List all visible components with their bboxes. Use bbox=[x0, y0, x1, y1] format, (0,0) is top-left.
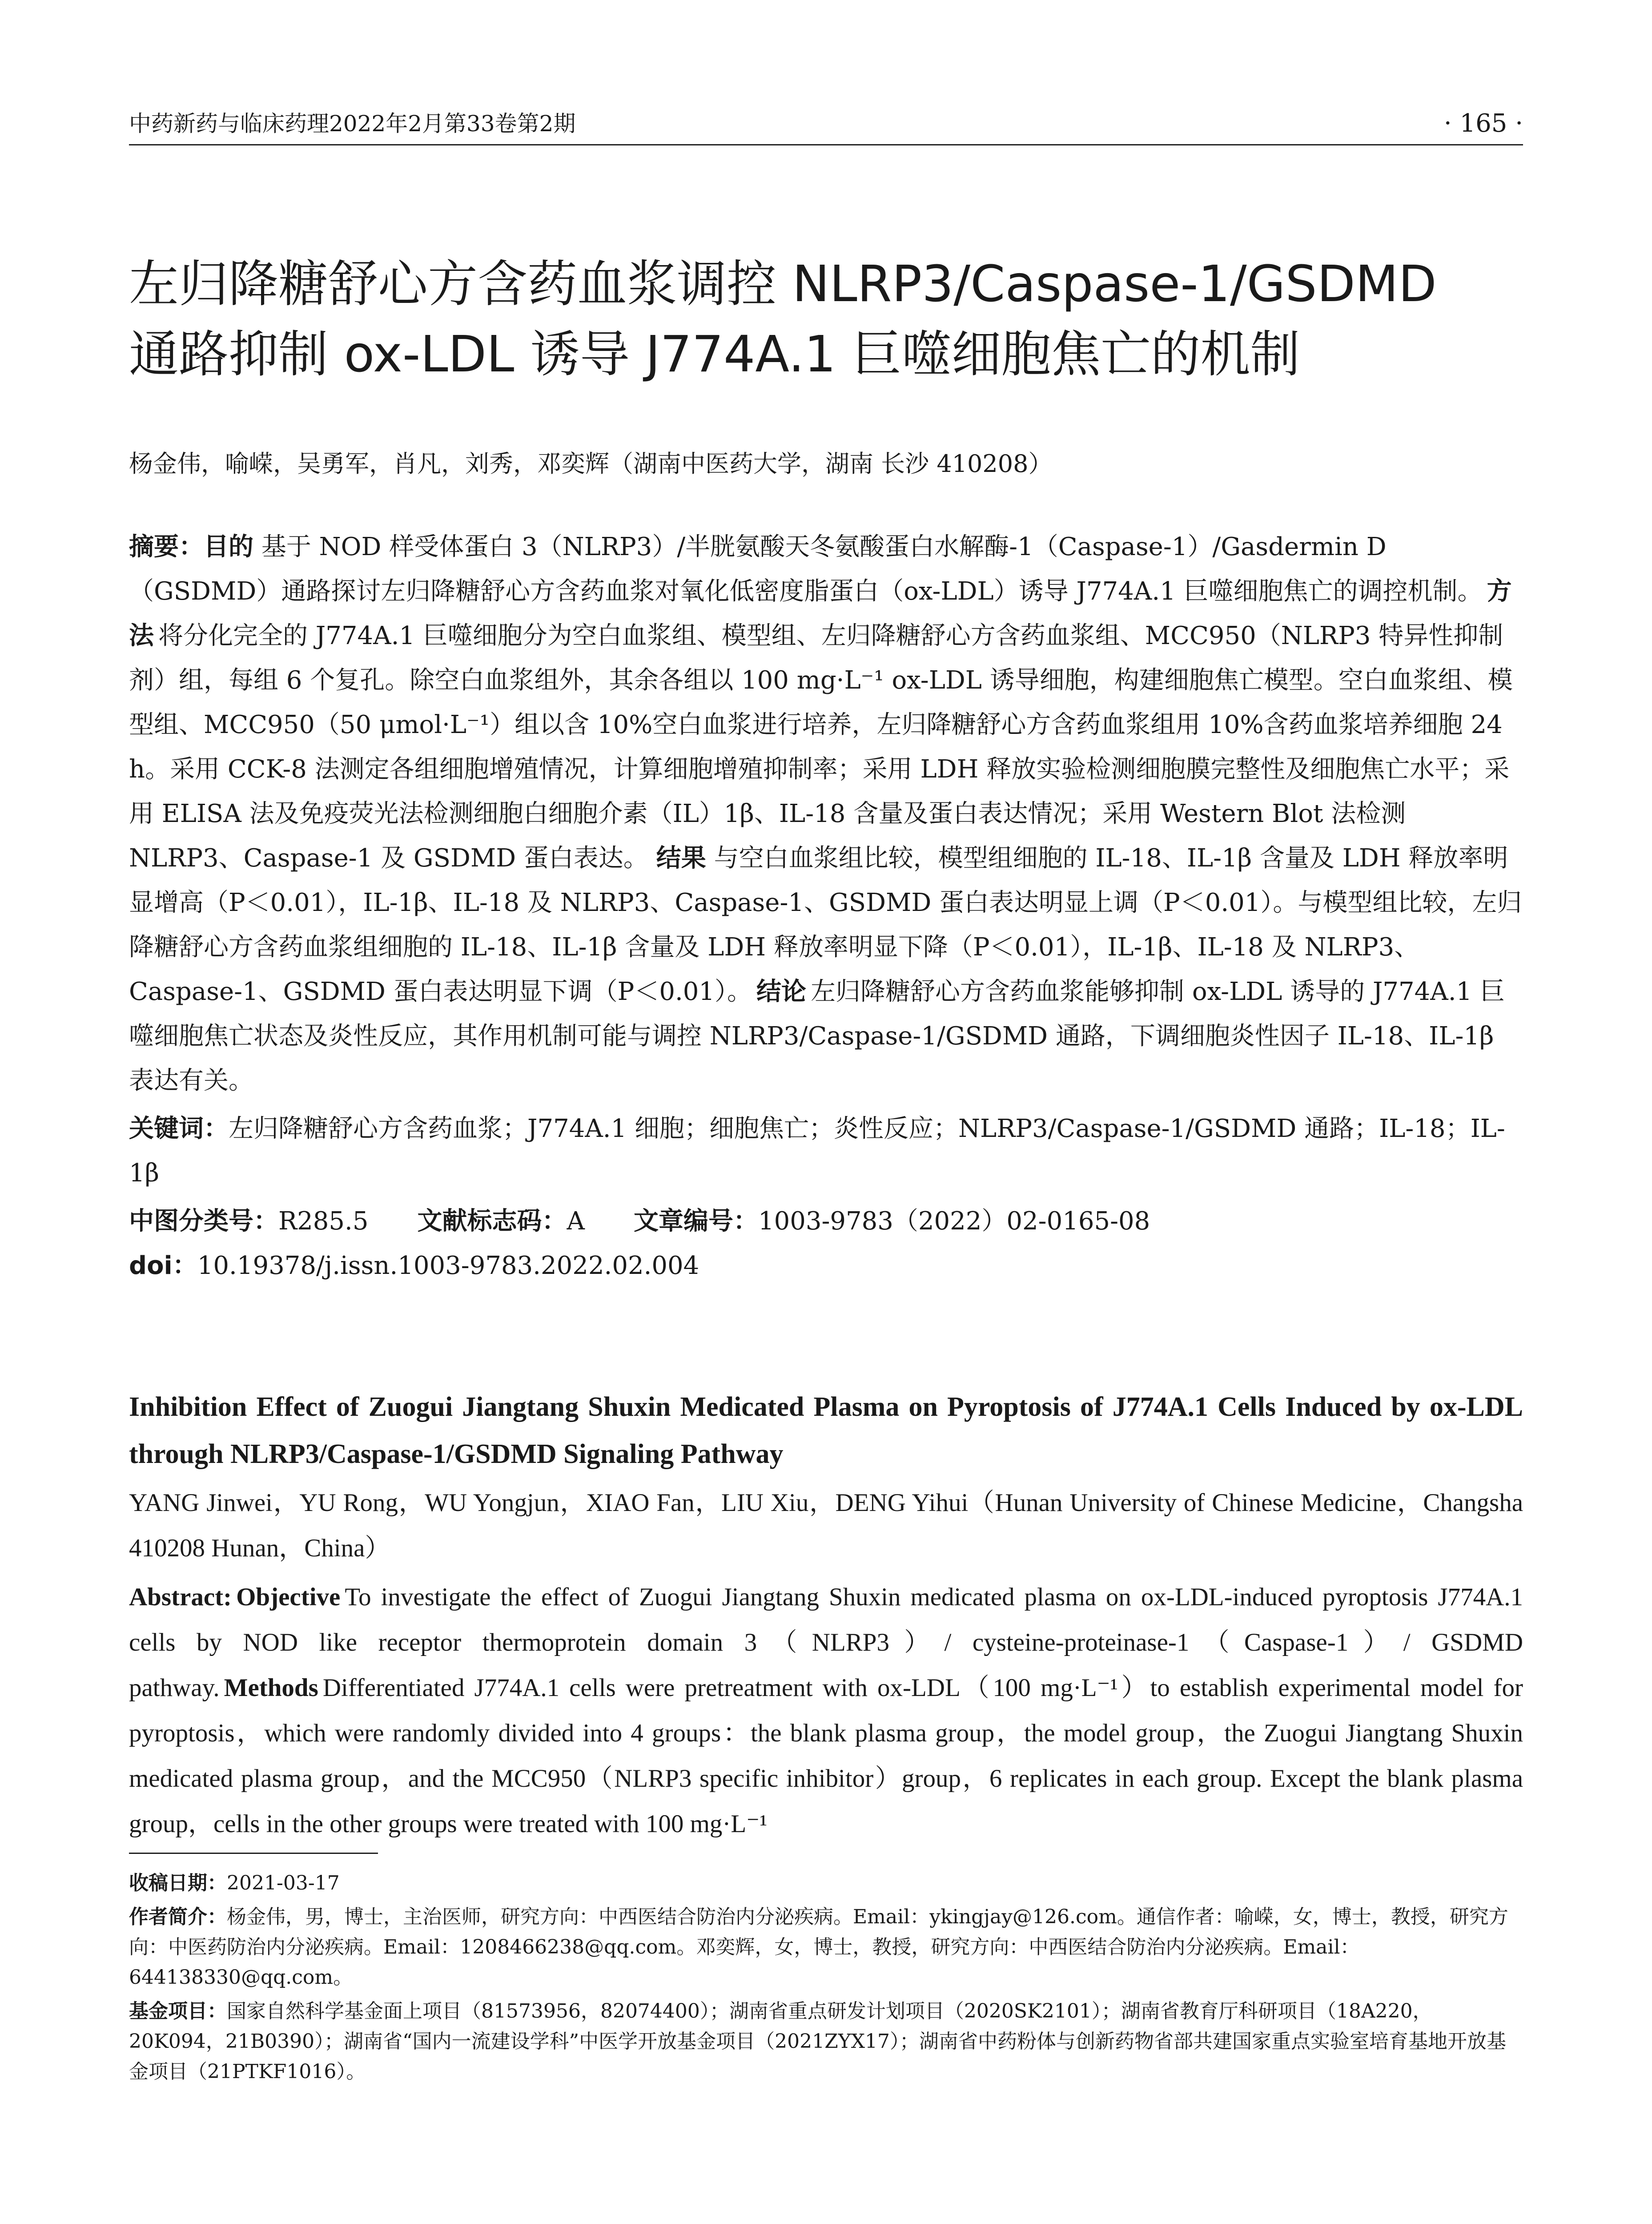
abstract-zh-section bbox=[129, 525, 1523, 1288]
methods-en-text: Differentiated J774A.1 cells were pretreatment with ox-LDL（100 mg·L⁻¹）to establish experimental model for pyroptosis，which were randomly divided into 4 groups：the blank plasma group，the model group，the Zuogui Jiangtang Shuxin medicated plasma group，and the MCC950（NLRP3 specific inhibitor）group，6 replicates in each group. Except the blank plasma group，cells in the other groups were treated with 100 mg·L⁻¹ bbox=[129, 1674, 1523, 1838]
fund-label: 基金项目： bbox=[129, 2000, 227, 2023]
keywords-zh bbox=[129, 1107, 1523, 1196]
article-number-value: 1003-9783（2022）02-0165-08 bbox=[758, 1207, 1150, 1236]
doc-code-label: 文献标志码： bbox=[417, 1207, 567, 1236]
conclusion-zh-text: 左归降糖舒心方含药血浆能够抑制 ox-LDL 诱导的 J774A.1 巨噬细胞焦亡状态及炎性反应，其作用机制可能与调控 NLRP3/Caspase-1/GSDMD 通路，下调细胞炎性因子 IL-18、IL-1β 表达有关。 bbox=[129, 977, 1505, 1095]
conclusion-zh-label: 结论 bbox=[756, 977, 807, 1006]
fund-info bbox=[129, 1996, 1523, 2087]
methods-en-label: Methods bbox=[224, 1674, 318, 1702]
received-date bbox=[129, 1868, 1523, 1898]
objective-zh-label: 目的 bbox=[204, 532, 253, 561]
title-en: Inhibition Effect of Zuogui Jiangtang Shuxin Medicated Plasma on Pyroptosis of J774A.1 Cells Induced by ox-LDL through NLRP3/Caspase-1/GSDMD Signaling Pathway bbox=[129, 1392, 1523, 1469]
doc-code-value: A bbox=[567, 1207, 585, 1236]
author-bio-text: 杨金伟，男，博士，主治医师，研究方向：中西医结合防治内分泌疾病。Email：ykingjay@126.com。通信作者：喻嵘，女，博士，教授，研究方向：中医药防治内分泌疾病。Email：1208466238@qq.com。邓奕辉，女，博士，教授，研究方向：中西医结合防治内分泌疾病。Email：644138330@qq.com。 bbox=[129, 1906, 1508, 1989]
authors-zh: 杨金伟，喻嵘，吴勇军，肖凡，刘秀，邓奕辉（湖南中医药大学，湖南 长沙 410208） bbox=[129, 450, 1053, 478]
header-rule bbox=[129, 144, 1523, 145]
footnote-rule bbox=[129, 1853, 378, 1854]
objective-en-text: To investigate the effect of Zuogui Jiangtang Shuxin medicated plasma on ox-LDL-induced pyroptosis J774A.1 cells by NOD like receptor thermoprotein domain 3（NLRP3）/ cysteine-proteinase-1（Caspase-1）/ GSDMD pathway. bbox=[129, 1583, 1523, 1702]
clc-value: R285.5 bbox=[278, 1207, 369, 1236]
methods-zh-text: 将分化完全的 J774A.1 巨噬细胞分为空白血浆组、模型组、左归降糖舒心方含药血浆组、MCC950（NLRP3 特异性抑制剂）组，每组 6 个复孔。除空白血浆组外，其余各组以 100 mg·L⁻¹ ox-LDL 诱导细胞，构建细胞焦亡模型。空白血浆组、模型组、MCC950（50 μmol·L⁻¹）组以含 10%空白血浆进行培养，左归降糖舒心方含药血浆组用 10%含药血浆培养细胞 24 h。采用 CCK-8 法测定各组细胞增殖情况，计算细胞增殖抑制率；采用 LDH 释放实验检测细胞膜完整性及细胞焦亡水平；采用 ELISA 法及免疫荧光法检测细胞白细胞介素（IL）1β、IL-18 含量及蛋白表达情况；采用 Western Blot 法检测 NLRP3、Caspase-1 及 GSDMD 蛋白表达。 bbox=[129, 621, 1513, 873]
keywords-zh-label: 关键词： bbox=[129, 1114, 229, 1143]
authors-en: YANG Jinwei，YU Rong，WU Yongjun，XIAO Fan，LIU Xiu，DENG Yihui（Hunan University of Chinese Medicine，Changsha 410208 Hunan，China） bbox=[129, 1489, 1523, 1562]
doi-line bbox=[129, 1244, 1523, 1288]
objective-en-label: Objective bbox=[236, 1583, 341, 1611]
clc-label: 中图分类号： bbox=[129, 1207, 278, 1236]
journal-info: 中药新药与临床药理2022年2月第33卷第2期 bbox=[129, 111, 576, 137]
classification-line bbox=[129, 1199, 1523, 1244]
received-label: 收稿日期： bbox=[129, 1872, 227, 1894]
results-zh-text: 与空白血浆组比较，模型组细胞的 IL-18、IL-1β 含量及 LDH 释放率明显增高（P＜0.01），IL-1β、IL-18 及 NLRP3、Caspase-1、GSDMD 蛋白表达明显上调（P＜0.01）。与模型组比较，左归降糖舒心方含药血浆组细胞的 IL-18、IL-1β 含量及 LDH 释放率明显下降（P＜0.01），IL-1β、IL-18 及 NLRP3、Caspase-1、GSDMD 蛋白表达明显下调（P＜0.01）。 bbox=[129, 844, 1522, 1006]
abstract-zh-label: 摘要： bbox=[129, 532, 204, 561]
abstract-en-label: Abstract: bbox=[129, 1583, 232, 1611]
abstract-en bbox=[129, 1575, 1523, 1847]
article-number-label: 文章编号： bbox=[633, 1207, 758, 1236]
methods-zh-label: 方法 bbox=[129, 577, 1512, 650]
author-bio-label: 作者简介： bbox=[129, 1906, 227, 1928]
title-zh bbox=[129, 249, 1523, 390]
fund-text: 国家自然科学基金面上项目（81573956，82074400）；湖南省重点研发计划项目（2020SK2101）；湖南省教育厅科研项目（18A220，20K094，21B0390）；湖南省“国内一流建设学科”中医学开放基金项目（2021ZYX17）；湖南省中药粉体与创新药物省部共建国家重点实验室培育基地开放基金项目（21PTKF1016）。 bbox=[129, 2000, 1507, 2083]
doi-value[interactable]: 10.19378/j.issn.1003-9783.2022.02.004 bbox=[197, 1251, 699, 1280]
page-number: · 165 · bbox=[1443, 109, 1523, 138]
received-value: 2021-03-17 bbox=[227, 1872, 340, 1894]
running-header bbox=[129, 106, 1523, 141]
doi-label: doi： bbox=[129, 1251, 197, 1280]
title-zh-line-2: 通路抑制 ox-LDL 诱导 J774A.1 巨噬细胞焦亡的机制 bbox=[129, 326, 1300, 383]
objective-zh-text: 基于 NOD 样受体蛋白 3（NLRP3）/半胱氨酸天冬氨酸蛋白水解酶-1（Caspase-1）/Gasdermin D（GSDMD）通路探讨左归降糖舒心方含药血浆对氧化低密度脂蛋白（ox-LDL）诱导 J774A.1 巨噬细胞焦亡的调控机制。 bbox=[129, 532, 1483, 606]
footnotes bbox=[129, 1868, 1523, 2091]
results-zh-label: 结果 bbox=[656, 844, 706, 873]
abstract-zh bbox=[129, 525, 1523, 1103]
title-zh-line-1: 左归降糖舒心方含药血浆调控 NLRP3/Caspase-1/GSDMD bbox=[129, 255, 1437, 313]
keywords-zh-text: 左归降糖舒心方含药血浆；J774A.1 细胞；细胞焦亡；炎性反应；NLRP3/Caspase-1/GSDMD 通路；IL-18；IL-1β bbox=[129, 1114, 1505, 1188]
author-bio bbox=[129, 1902, 1523, 1993]
abstract-en-section bbox=[129, 1383, 1523, 1850]
